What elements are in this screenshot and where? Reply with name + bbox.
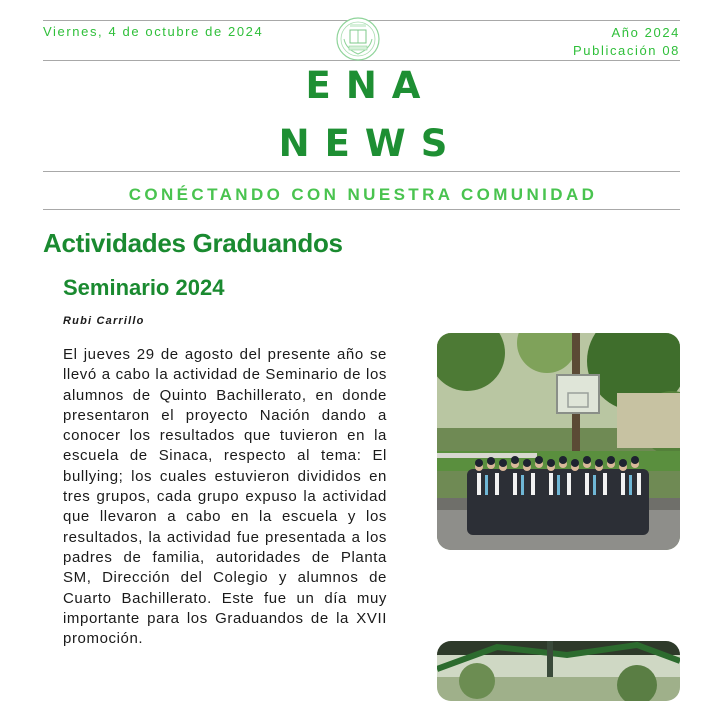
article-title: Seminario 2024 xyxy=(63,275,225,300)
issue-year: Año 2024 xyxy=(611,25,680,40)
issue-info xyxy=(573,24,680,60)
group-photo xyxy=(437,333,680,550)
section-title: Actividades Graduandos xyxy=(43,228,343,258)
article-author: Rubi Carrillo xyxy=(63,315,145,327)
school-crest-logo xyxy=(336,17,380,61)
masthead-rule-bottom xyxy=(43,209,680,210)
issue-number: Publicación 08 xyxy=(573,43,680,58)
masthead-line-1: ENA xyxy=(305,64,436,107)
second-photo xyxy=(437,641,680,701)
masthead-rule-top xyxy=(43,171,680,172)
article-body: El jueves 29 de agosto del presente año se llevó a cabo la actividad de Seminario de los alumnos de Quinto Bachillerato, en donde presentaron el proyecto Nación dando a conocer los resultados que tuvieron en la escuela de Sinaca, respecto al tema: El bullying; los cuales estuvieron divididos en tres grupos, cada grupo expuso la actividad que llevaron a cabo en la escuela y los resultados, la actividad fue presentada a los padres de familia, autoridades de Planta SM, Dirección del Colegio y alumnos de Cuarto Bachillerato. Este fue un día muy importante para los Graduandos de la XVII promoción. xyxy=(63,346,387,648)
masthead-line-2: NEWS xyxy=(278,122,463,165)
slogan: CONÉCTANDO CON NUESTRA COMUNIDAD xyxy=(128,185,598,204)
issue-date: Viernes, 4 de octubre de 2024 xyxy=(43,24,264,39)
